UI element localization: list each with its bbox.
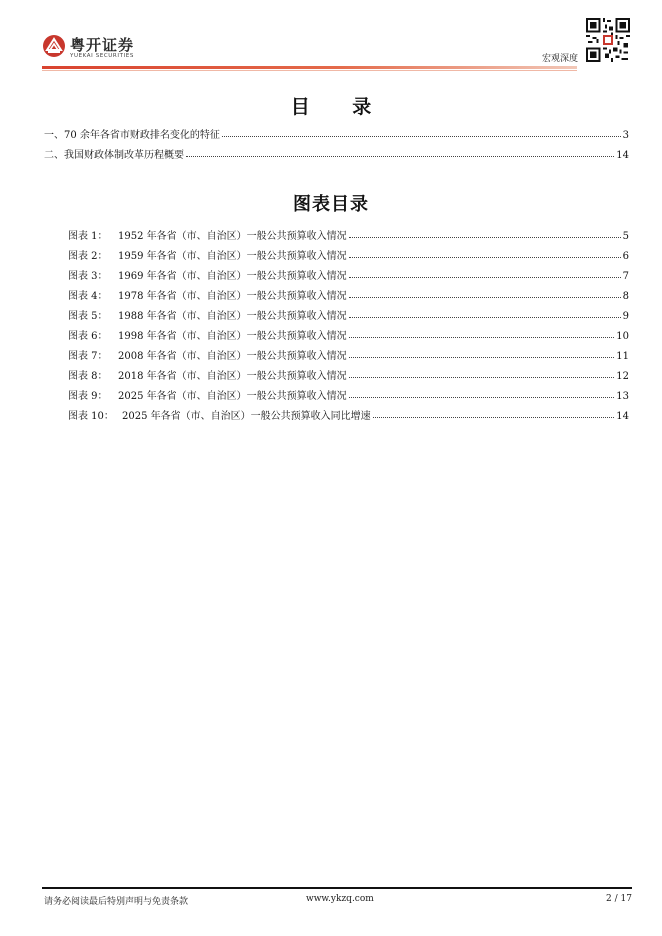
- figure-page: 5: [622, 231, 629, 242]
- figure-page: 11: [616, 351, 629, 362]
- leader-dots: [349, 328, 615, 338]
- figure-label: 图表 1：: [68, 231, 108, 242]
- figure-label: 图表 10：: [68, 411, 114, 422]
- figure-label: 图表 8：: [68, 371, 108, 382]
- figure-label: 图表 3：: [68, 271, 108, 282]
- page-number: 2 / 17: [606, 894, 632, 904]
- figure-entry[interactable]: [68, 409, 629, 422]
- figure-page: 8: [622, 291, 629, 302]
- figure-entry[interactable]: [68, 329, 629, 342]
- figure-caption: 2008 年各省（市、自治区）一般公共预算收入情况: [118, 351, 347, 362]
- figure-caption: 1952 年各省（市、自治区）一般公共预算收入情况: [118, 231, 347, 242]
- figure-caption: 2025 年各省（市、自治区）一般公共预算收入同比增速: [122, 411, 371, 422]
- figure-label: 图表 6：: [68, 331, 108, 342]
- figure-entry[interactable]: [68, 389, 629, 402]
- figure-caption: 2018 年各省（市、自治区）一般公共预算收入情况: [118, 371, 347, 382]
- figure-page: 6: [622, 251, 629, 262]
- figure-entry[interactable]: [68, 269, 629, 282]
- figure-label: 图表 7：: [68, 351, 108, 362]
- figure-page: 14: [616, 411, 629, 422]
- figure-page: 10: [616, 331, 629, 342]
- brand-name-en: YUEKAI SECURITIES: [70, 53, 134, 59]
- disclaimer-link[interactable]: 请务必阅读最后特别声明与免责条款: [44, 897, 189, 907]
- website-link[interactable]: www.ykzq.com: [306, 894, 374, 904]
- figure-entry[interactable]: [68, 289, 629, 302]
- leader-dots: [349, 308, 621, 318]
- toc-entry[interactable]: [44, 148, 629, 161]
- figure-entry[interactable]: [68, 229, 629, 242]
- figure-caption: 1978 年各省（市、自治区）一般公共预算收入情况: [118, 291, 347, 302]
- figure-entry[interactable]: [68, 309, 629, 322]
- qr-code-icon: [586, 18, 630, 62]
- toc-entry-page: 3: [622, 130, 629, 141]
- footer-divider: [42, 887, 632, 889]
- figure-label: 图表 5：: [68, 311, 108, 322]
- leader-dots: [373, 408, 615, 418]
- figure-page: 9: [622, 311, 629, 322]
- toc-title: 目 录: [290, 96, 390, 118]
- yuekai-logo-icon: [42, 34, 66, 58]
- leader-dots: [349, 248, 621, 258]
- figure-caption: 2025 年各省（市、自治区）一般公共预算收入情况: [118, 391, 347, 402]
- report-category: 宏观深度: [542, 54, 579, 64]
- leader-dots: [349, 368, 615, 378]
- leader-dots: [349, 348, 615, 358]
- figure-caption: 1988 年各省（市、自治区）一般公共预算收入情况: [118, 311, 347, 322]
- leader-dots: [349, 388, 615, 398]
- figure-label: 图表 2：: [68, 251, 108, 262]
- leader-dots: [186, 147, 614, 157]
- figure-entry[interactable]: [68, 369, 629, 382]
- figure-caption: 1998 年各省（市、自治区）一般公共预算收入情况: [118, 331, 347, 342]
- figure-page: 13: [616, 391, 629, 402]
- brand-name-cn: 粤开证券: [70, 36, 135, 54]
- figure-caption: 1959 年各省（市、自治区）一般公共预算收入情况: [118, 251, 347, 262]
- leader-dots: [349, 268, 621, 278]
- leader-dots: [349, 228, 621, 238]
- figure-page: 12: [616, 371, 629, 382]
- leader-dots: [349, 288, 621, 298]
- figure-entry[interactable]: [68, 249, 629, 262]
- brand-logo: [42, 34, 162, 64]
- figure-label: 图表 9：: [68, 391, 108, 402]
- figure-caption: 1969 年各省（市、自治区）一般公共预算收入情况: [118, 271, 347, 282]
- figure-page: 7: [622, 271, 629, 282]
- toc-entry-text: 一、70 余年各省市财政排名变化的特征: [44, 130, 220, 141]
- figure-list-title: 图表目录: [293, 194, 369, 215]
- toc-entry-page: 14: [616, 150, 629, 161]
- toc-entry-text: 二、我国财政体制改革历程概要: [44, 150, 184, 161]
- figure-label: 图表 4：: [68, 291, 108, 302]
- leader-dots: [222, 127, 621, 137]
- header-divider: [42, 66, 577, 69]
- header-divider-thin: [42, 70, 577, 71]
- figure-entry[interactable]: [68, 349, 629, 362]
- toc-entry[interactable]: [44, 128, 629, 141]
- page-header: [0, 0, 662, 80]
